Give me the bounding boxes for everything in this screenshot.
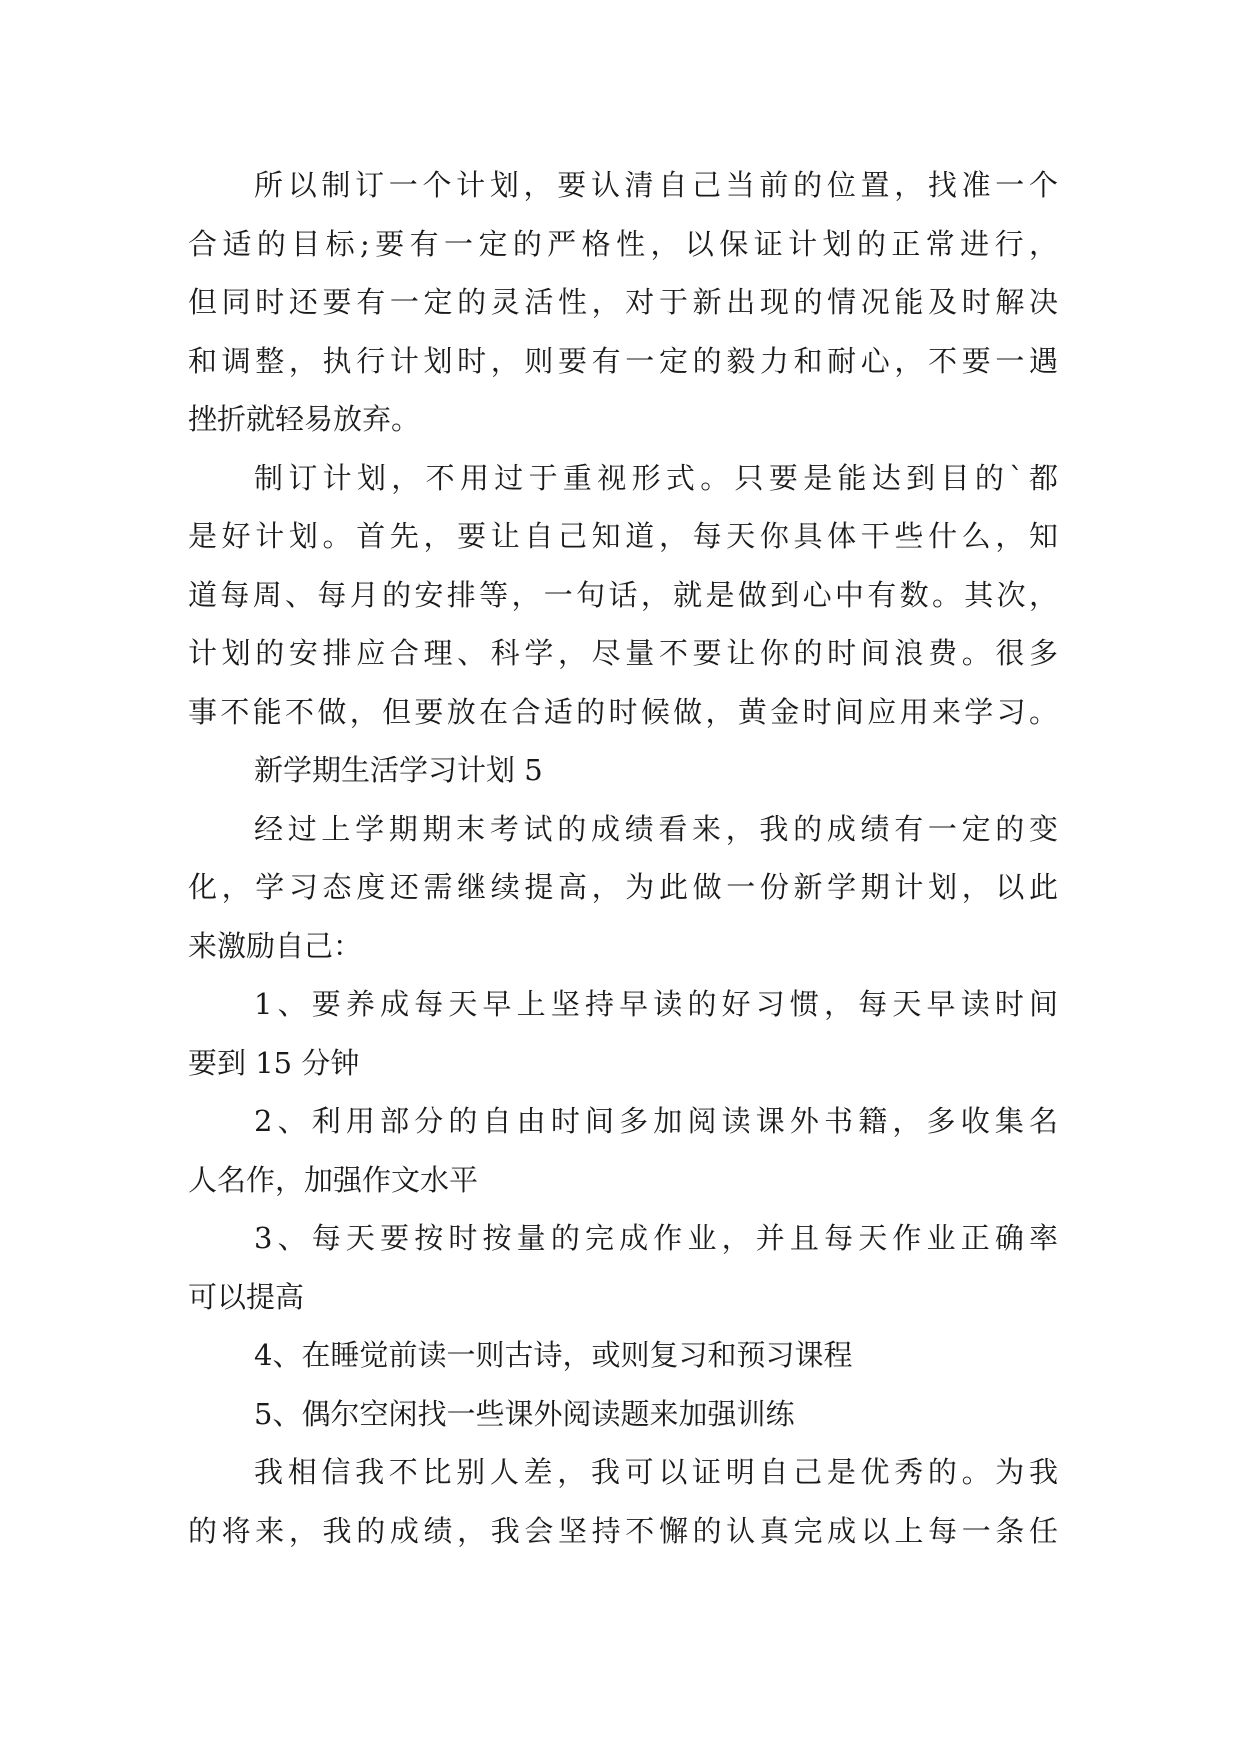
- text-line: 来激励自己：: [188, 928, 363, 963]
- text-line: 制订计划，不用过于重视形式。只要是能达到目的`都: [254, 460, 1058, 495]
- text-line: 可以提高: [188, 1279, 305, 1314]
- text-line: 2、利用部分的自由时间多加阅读课外书籍，多收集名: [254, 1104, 1058, 1138]
- paragraph: [188, 156, 1058, 449]
- text-line: 5、偶尔空闲找一些课外阅读题来加强训练: [254, 1396, 795, 1431]
- paragraph: [188, 800, 1058, 976]
- document-body: [188, 156, 1058, 1560]
- paragraph: [188, 1443, 1058, 1560]
- text-line: 3、每天要按时按量的完成作业，并且每天作业正确率: [254, 1221, 1058, 1255]
- text-line: 人名作，加强作文水平: [188, 1162, 479, 1197]
- list-item: [188, 1326, 1058, 1385]
- text-line: 计划的安排应合理、科学，尽量不要让你的时间浪费。很多: [188, 636, 1058, 670]
- text-line: 但同时还要有一定的灵活性，对于新出现的情况能及时解决: [188, 285, 1058, 319]
- text-line: 所以制订一个计划，要认清自己当前的位置，找准一个: [254, 168, 1058, 202]
- heading-text: 新学期生活学习计划 5: [254, 753, 543, 787]
- list-item: [188, 975, 1058, 1092]
- text-line: 要到 15 分钟: [188, 1045, 360, 1080]
- text-line: 挫折就轻易放弃。: [188, 402, 421, 436]
- paragraph: [188, 449, 1058, 742]
- text-line: 的将来，我的成绩，我会坚持不懈的认真完成以上每一条任: [188, 1513, 1058, 1548]
- text-line: 事不能不做，但要放在合适的时候做，黄金时间应用来学习。: [188, 694, 1058, 729]
- text-line: 4、在睡觉前读一则古诗，或则复习和预习课程: [254, 1338, 853, 1372]
- text-line: 1、要养成每天早上坚持早读的好习惯，每天早读时间: [254, 987, 1058, 1021]
- list-item: [188, 1385, 1058, 1444]
- section-heading: [188, 741, 1058, 800]
- text-line: 是好计划。首先，要让自己知道，每天你具体干些什么，知: [188, 519, 1058, 553]
- list-item: [188, 1209, 1058, 1326]
- text-line: 化，学习态度还需继续提高，为此做一份新学期计划，以此: [188, 870, 1058, 904]
- text-line: 经过上学期期末考试的成绩看来，我的成绩有一定的变: [254, 811, 1058, 846]
- list-item: [188, 1092, 1058, 1209]
- text-line: 和调整，执行计划时，则要有一定的毅力和耐心，不要一遇: [188, 343, 1058, 378]
- text-line: 合适的目标;要有一定的严格性，以保证计划的正常进行，: [188, 226, 1058, 261]
- text-line: 我相信我不比别人差，我可以证明自己是优秀的。为我: [254, 1455, 1058, 1489]
- text-line: 道每周、每月的安排等，一句话，就是做到心中有数。其次，: [188, 577, 1058, 612]
